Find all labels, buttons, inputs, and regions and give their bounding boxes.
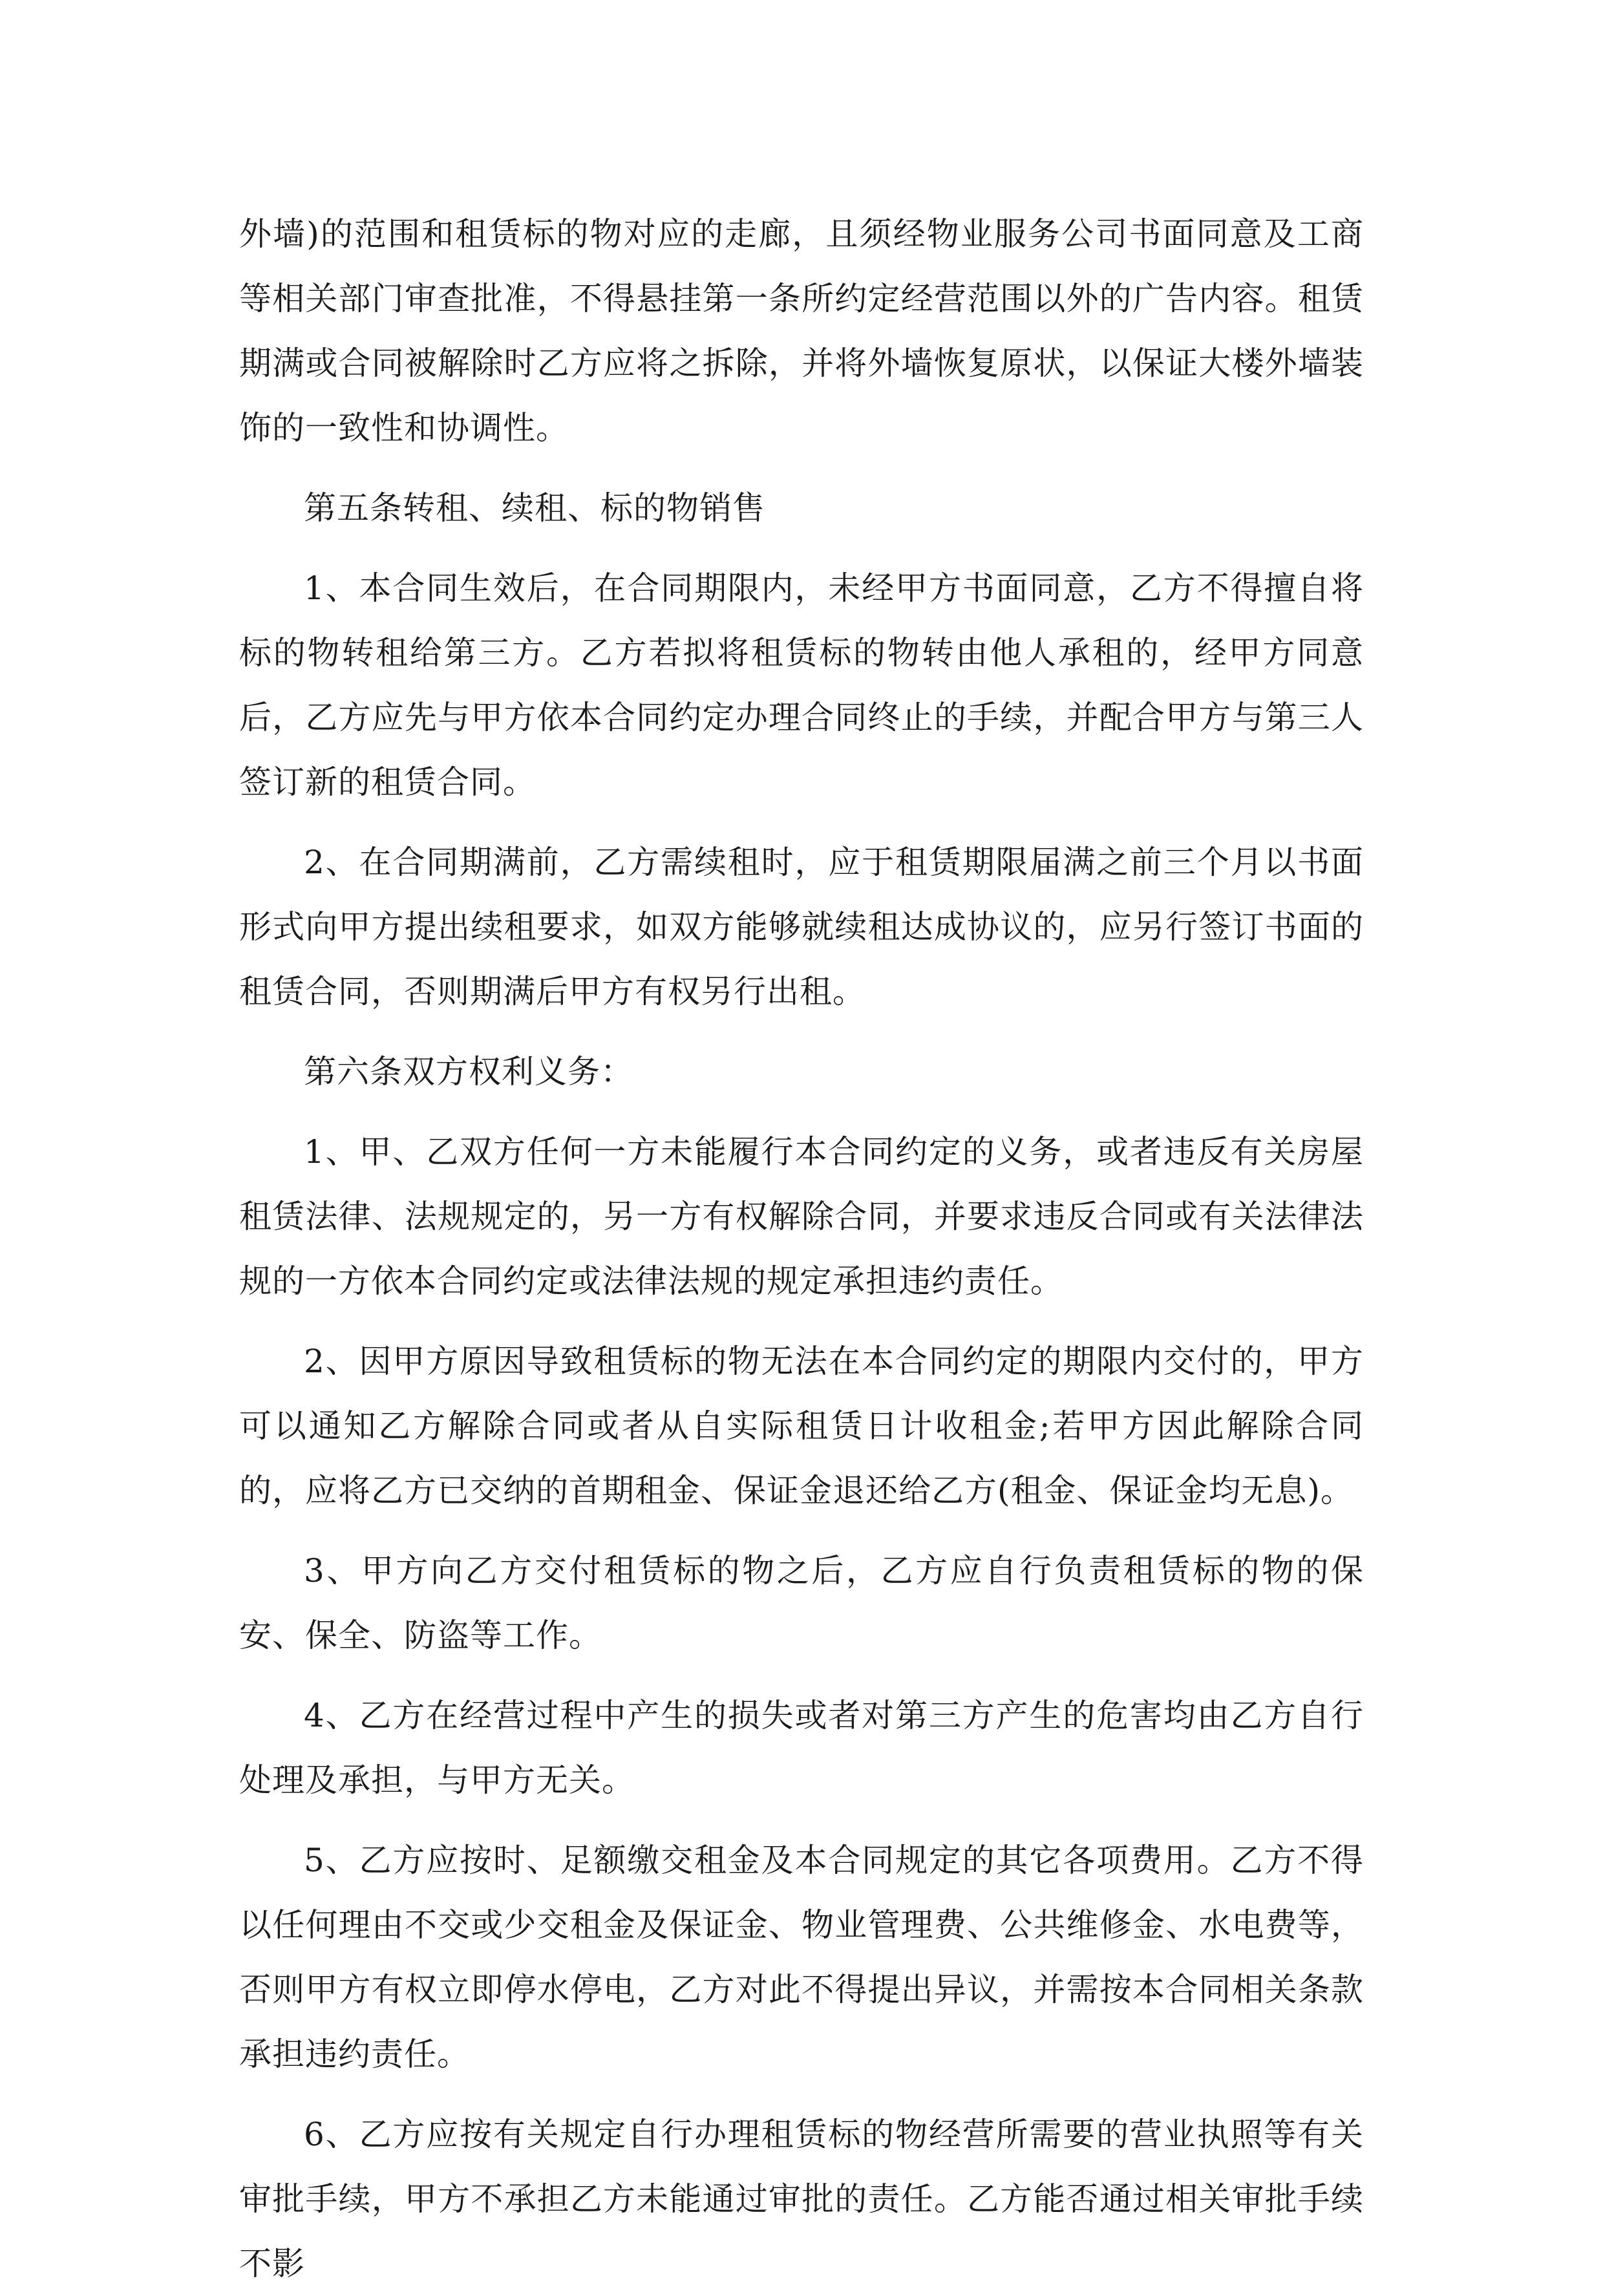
paragraph-article-6-item-3: 3、甲方向乙方交付租赁标的物之后，乙方应自行负责租赁标的物的保安、保全、防盗等工作。 [239,1552,1364,1654]
paragraph-exterior-wall: 外墙)的范围和租赁标的物对应的走廊，且须经物业服务公司书面同意及工商等相关部门审查批准，不得悬挂第一条所约定经营范围以外的广告内容。租赁期满或合同被解除时乙方应将之拆除，并将外墙恢复原状，以保证大楼外墙装饰的一致性和协调性。 [239,215,1364,447]
heading-article-5: 第五条转租、续租、标的物销售 [304,489,765,527]
paragraph-article-6-item-6: 6、乙方应按有关规定自行办理租赁标的物经营所需要的营业执照等有关审批手续，甲方不承担乙方未能通过审批的责任。乙方能否通过相关审批手续不影 [239,2116,1364,2282]
paragraph-article-5-item-2: 2、在合同期满前，乙方需续租时，应于租赁期限届满之前三个月以书面形式向甲方提出续租要求，如双方能够就续租达成协议的，应另行签订书面的租赁合同，否则期满后甲方有权另行出租。 [239,844,1364,1010]
heading-article-6: 第六条双方权利义务： [304,1053,633,1090]
paragraph-article-6-item-2: 2、因甲方原因导致租赁标的物无法在本合同约定的期限内交付的，甲方可以通知乙方解除合同或者从自实际租赁日计收租金;若甲方因此解除合同的，应将乙方已交纳的首期租金、保证金退还给乙方(租金、保证金均无息)。 [239,1343,1364,1509]
paragraph-article-5-item-1: 1、本合同生效后，在合同期限内，未经甲方书面同意，乙方不得擅自将标的物转租给第三方。乙方若拟将租赁标的物转由他人承租的，经甲方同意后，乙方应先与甲方依本合同约定办理合同终止的手续，并配合甲方与第三人签订新的租赁合同。 [239,569,1364,801]
paragraph-article-6-item-1: 1、甲、乙双方任何一方未能履行本合同约定的义务，或者违反有关房屋租赁法律、法规规定的，另一方有权解除合同，并要求违反合同或有关法律法规的一方依本合同约定或法律法规的规定承担违约责任。 [239,1133,1364,1300]
paragraph-article-6-item-5: 5、乙方应按时、足额缴交租金及本合同规定的其它各项费用。乙方不得以任何理由不交或少交租金及保证金、物业管理费、公共维修金、水电费等，否则甲方有权立即停水停电，乙方对此不得提出异议，并需按本合同相关条款承担违约责任。 [239,1842,1364,2073]
paragraph-article-6-item-4: 4、乙方在经营过程中产生的损失或者对第三方产生的危害均由乙方自行处理及承担，与甲方无关。 [239,1697,1364,1799]
